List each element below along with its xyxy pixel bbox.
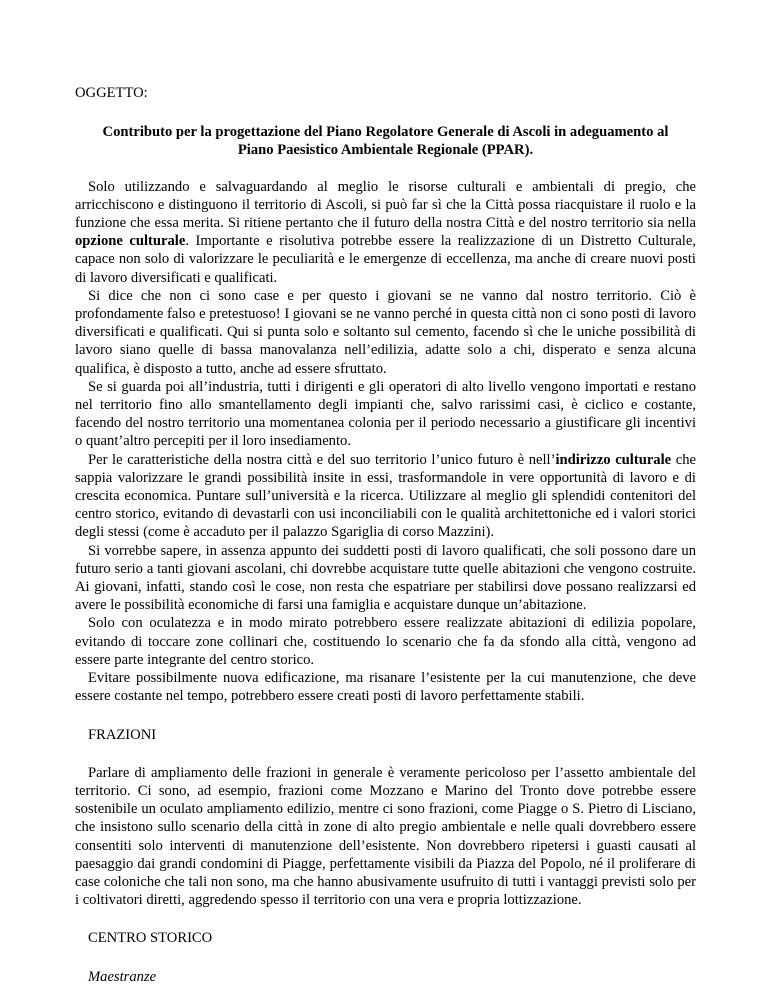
paragraph-frazioni: Parlare di ampliamento delle frazioni in generale è veramente pericoloso per l’assetto ambientale del territorio. Ci sono, ad esempio, frazioni come Mozzano e Marino del Tronto dove potrebbe essere sostenibile un oculato ampliamento edilizio, mentre ci sono frazioni, come Piagge o S. Pietro di Lisciano, che insistono sullo scenario della città in zone di alto pregio ambientale e nelle quali dovrebbero essere consentiti solo interventi di manutenzione dell’esistente. Non dovrebbero ripetersi i guasti causati al paesaggio dai grandi condomini di Piagge, perfettamente visibili da Piazza del Popolo, né il proliferare di case coloniche che tali non sono, ma che hanno abusivamente usufruito di tutti i vantaggi previsti solo per i coltivatori diretti, aggredendo spesso il territorio con una vera e propria lottizzazione. (75, 764, 696, 909)
paragraph-text: che sappia valorizzare le grandi possibilità insite in essi, trasformandole in vere opportunità di lavoro e di crescita economica. Puntare sull’università e la ricerca. Utilizzare al meglio gli splendidi contenitori del centro storico, evitando di devastarli con usi inconciliabili con le qualità architettoniche ed i valori storici degli stessi (come è accaduto per il palazzo Sgariglia di corso Mazzini). (75, 451, 696, 541)
paragraph-text: Solo utilizzando e salvaguardando al meglio le risorse culturali e ambientali di pregio, che arricchiscono e distinguono il territorio di Ascoli, si può far sì che la Città possa riacquistare il ruolo e la funzione che essa merita. Si ritiene pertanto che il futuro della nostra Città e del nostro territorio sia nella (75, 178, 696, 232)
document-page (75, 84, 696, 986)
paragraph-indirizzo-culturale (75, 451, 696, 542)
paragraph-text: . Importante e risolutiva potrebbe essere la realizzazione di un Distretto Culturale, capace non solo di valorizzare le peculiarità e le emergenze di eccellenza, ma anche di creare nuovi posti di lavoro diversificati e qualificati. (75, 233, 696, 286)
section-heading-centro-storico: CENTRO STORICO (88, 930, 213, 947)
title-line-1: Contributo per la progettazione del Piano Regolatore Generale di Ascoli in adeguamento al (102, 124, 669, 141)
paragraph-giovani: Si dice che non ci sono case e per questo i giovani se ne vanno dal nostro territorio. Ciò è profondamente falso e pretestuoso! I giovani se ne vanno perché in questa città non ci sono posti di lavoro diversificati e qualificati. Qui si punta solo e soltanto sul cemento, facendo sì che le uniche possibilità di lavoro siano quelle di bassa manovalanza nell’edilizia, adatte solo a chi, disperato e senza alcuna qualifica, è disposto a tutto, anche ad essere sfruttato. (75, 287, 696, 377)
subsection-heading-maestranze: Maestranze (88, 968, 157, 985)
document-title (75, 123, 696, 159)
paragraph-edilizia-popolare: Solo con oculatezza e in modo mirato potrebbero essere realizzate abitazioni di edilizia popolare, evitando di toccare zone collinari che, costituendo lo scenario che fa da sfondo alla città, vengono ad essere parte integrante del centro storico. (75, 615, 696, 668)
paragraph-opzione-culturale (75, 178, 696, 287)
emphasis-opzione-culturale: opzione culturale (75, 233, 186, 250)
title-line-2: Piano Paesistico Ambientale Regionale (PPAR). (237, 142, 534, 159)
emphasis-indirizzo-culturale: indirizzo culturale (555, 451, 672, 468)
paragraph-text: Per le caratteristiche della nostra città e del suo territorio l’unico futuro è nell’ (88, 451, 556, 468)
paragraph-manutenzione: Evitare possibilmente nuova edificazione, ma risanare l’esistente per la cui manutenzione, che deve essere costante nel tempo, potrebbero essere creati posti di lavoro perfettamente stabili. (75, 670, 696, 705)
subject-label: OGGETTO: (75, 85, 148, 101)
section-heading-frazioni: FRAZIONI (88, 726, 157, 743)
paragraph-industria: Se si guarda poi all’industria, tutti i dirigenti e gli operatori di alto livello vengono importati e restano nel territorio fino allo smantellamento degli impianti che, salvo rarissimi casi, è ciclico e costante, facendo del nostro territorio una momentanea colonia per il periodo necessario a giustificare gli incentivi o quant’altro percepiti per il loro insediamento. (75, 378, 696, 450)
paragraph-abitazioni: Si vorrebbe sapere, in assenza appunto dei suddetti posti di lavoro qualificati, che soli possono dare un futuro serio a tanti giovani ascolani, chi dovrebbe acquistare tutte quelle abitazioni che vengono costruite. Ai giovani, infatti, stando così le cose, non resta che espatriare per stabilirsi dove possano realizzarsi ed avere le possibilità economiche di farsi una famiglia e acquistare dunque un’abitazione. (75, 542, 696, 614)
